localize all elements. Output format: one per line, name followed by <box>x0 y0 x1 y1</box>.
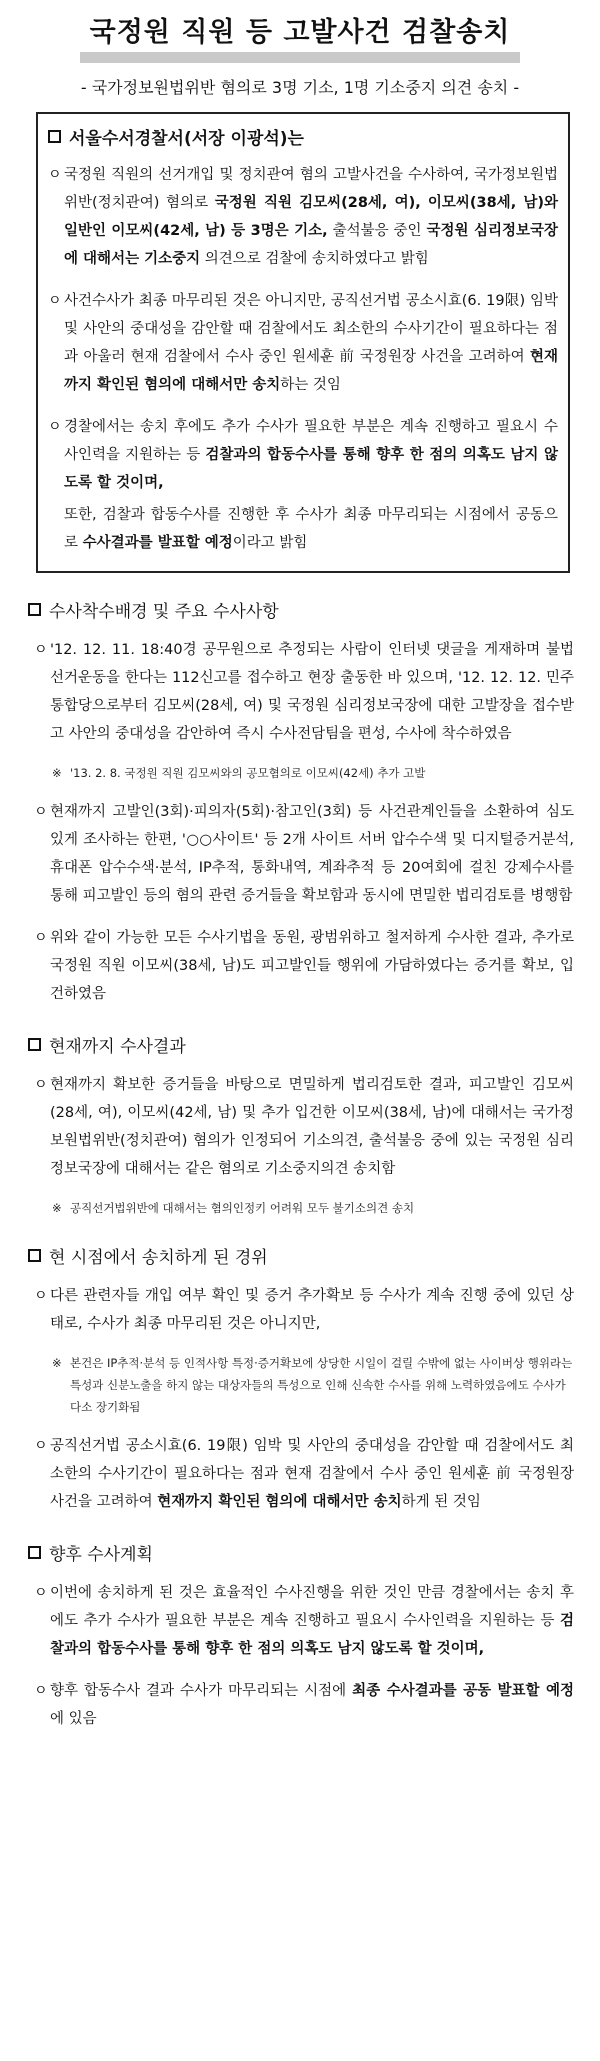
text-span: 향후 합동수사 결과 수사가 마무리되는 시점에 <box>50 1683 353 1699</box>
section-reason-body <box>22 1282 578 1516</box>
bold-span: 최종 수사결과를 공동 발표할 예정 <box>352 1683 574 1699</box>
summary-heading-text: 서울수서경찰서(서장 이광석)는 <box>69 129 304 149</box>
circle-bullet-icon: ㅇ <box>34 1438 48 1454</box>
section-heading-reason <box>28 1243 578 1268</box>
section-heading-text: 향후 수사계획 <box>49 1545 153 1565</box>
text-span: 공직선거법 공소시효(6. 19限) 임박 및 사안의 중대성을 감안할 때 검찰에서도 최소한의 수사기간이 필요하다는 점과 현재 검찰에서 수사 중인 원세훈 前 국정원장 사건을 고려하여 <box>50 1438 574 1510</box>
section-heading-background <box>28 597 578 622</box>
bold-span: 현재까지 확인된 혐의에 대해서만 송치 <box>157 1494 402 1510</box>
circle-bullet-icon: ㅇ <box>34 642 48 658</box>
note-mark-icon: ※ <box>52 1201 62 1215</box>
list-item <box>34 636 574 748</box>
square-bullet-icon <box>48 130 61 143</box>
list-item <box>34 1071 574 1183</box>
square-bullet-icon <box>28 1038 41 1051</box>
circle-bullet-icon: ㅇ <box>34 930 48 946</box>
summary-item-1 <box>48 161 558 273</box>
text-span: 사건수사가 최종 마무리된 것은 아니지만, 공직선거법 공소시효(6. 19限) 임박 및 사안의 중대성을 감안할 때 검찰에서도 최소한의 수사기간이 필요하다는 점과 아울러 현재 검찰에서 수사 중인 원세훈 前 국정원장 사건을 고려하여 <box>64 293 558 365</box>
note-text: 공직선거법위반에 대해서는 혐의인정키 어려워 모두 불기소의견 송치 <box>70 1201 415 1215</box>
circle-bullet-icon: ㅇ <box>34 1683 48 1699</box>
bold-span: 현재까지 확인된 혐의에 대해서만 송치 <box>64 349 558 393</box>
circle-bullet-icon: ㅇ <box>48 419 62 435</box>
text-span: 의견으로 검찰에 송치하였다고 밝힘 <box>200 251 429 267</box>
bold-span: 국정원 직원 김모씨(28세, 여), 이모씨(38세, 남)와 일반인 이모씨(42세, 남) 등 3명은 기소, <box>64 195 558 239</box>
summary-item-1-text <box>64 161 558 273</box>
list-item <box>34 798 574 910</box>
list-item-text: 현재까지 고발인(3회)·피의자(5회)·참고인(3회) 등 사건관계인들을 소환하여 심도 있게 조사하는 한편, '○○사이트' 등 2개 사이트 서버 압수수색 및 디지털증거분석, 휴대폰 압수수색·분석, IP추적, 통화내역, 계좌추적 등 20여회에 걸친 강제수사를 통해 피고발인 등의 혐의 관련 증거들을 확보함과 동시에 면밀한 법리검토를 병행함 <box>50 804 574 904</box>
list-item-text <box>50 1677 574 1733</box>
note <box>52 1352 574 1418</box>
list-item <box>34 1432 574 1516</box>
list-item <box>34 1282 574 1338</box>
list-item <box>34 1677 574 1733</box>
bold-span: 검찰과의 합동수사를 통해 향후 한 점의 의혹도 남지 않도록 할 것이며, <box>50 1613 574 1657</box>
note-text: '13. 2. 8. 국정원 직원 김모씨와의 공모혐의로 이모씨(42세) 추가 고발 <box>70 766 426 780</box>
note <box>52 762 574 784</box>
section-heading-results <box>28 1032 578 1057</box>
title-block <box>22 16 578 63</box>
note <box>52 1197 574 1219</box>
note-text: 본건은 IP추적·분석 등 인적사항 특정·증거확보에 상당한 시일이 걸릴 수밖에 없는 사이버상 행위라는 특성과 신분노출을 하지 않는 대상자들의 특성으로 인해 신속한 수사를 위해 노력하였음에도 수사가 다소 장기화됨 <box>70 1356 573 1414</box>
summary-item-2-text <box>64 287 558 399</box>
circle-bullet-icon: ㅇ <box>34 804 48 820</box>
square-bullet-icon <box>28 603 41 616</box>
list-item <box>34 1579 574 1663</box>
circle-bullet-icon: ㅇ <box>48 293 62 309</box>
section-results-body <box>22 1071 578 1219</box>
text-span: 또한, 검찰과 합동수사를 진행한 후 수사가 최종 마무리되는 시점에서 공동으로 <box>64 507 558 551</box>
text-span: 이번에 송치하게 된 것은 효율적인 수사진행을 위한 것인 만큼 경찰에서는 송치 후에도 추가 수사가 필요한 부분은 계속 진행하고 필요시 수사인력을 지원하는 등 <box>50 1585 574 1629</box>
bold-span: 국정원 심리정보국장에 대해서는 기소중지 <box>64 223 558 267</box>
text-span: 출석불응 중인 <box>327 223 427 239</box>
square-bullet-icon <box>28 1249 41 1262</box>
list-item-text <box>50 1579 574 1663</box>
circle-bullet-icon: ㅇ <box>34 1288 48 1304</box>
page-title: 국정원 직원 등 고발사건 검찰송치 <box>80 16 521 63</box>
bold-span: 수사결과를 발표할 예정 <box>82 535 233 551</box>
list-item-text <box>50 1432 574 1516</box>
section-heading-plan <box>28 1540 578 1565</box>
list-item-text: 위와 같이 가능한 모든 수사기법을 동원, 광범위하고 철저하게 수사한 결과, 추가로 국정원 직원 이모씨(38세, 남)도 피고발인들 행위에 가담하였다는 증거를 확보, 입건하였음 <box>50 930 574 1002</box>
text-span: 하게 된 것임 <box>401 1494 481 1510</box>
summary-item-3-text <box>64 413 558 497</box>
list-item <box>34 924 574 1008</box>
section-background-body <box>22 636 578 1008</box>
summary-item-2 <box>48 287 558 399</box>
text-span: 하는 것임 <box>280 377 341 393</box>
circle-bullet-icon: ㅇ <box>48 167 62 183</box>
bold-span: 검찰과의 합동수사를 통해 향후 한 점의 의혹도 남지 않도록 할 것이며, <box>64 447 559 491</box>
note-mark-icon: ※ <box>52 766 62 780</box>
section-plan-body <box>22 1579 578 1733</box>
list-item-text: '12. 12. 11. 18:40경 공무원으로 추정되는 사람이 인터넷 댓글을 게재하며 불법 선거운동을 한다는 112신고를 접수하고 현장 출동한 바 있으며, '12. 12. 12. 민주통합당으로부터 김모씨(28세, 여) 및 국정원 심리정보국장에 대한 고발장을 접수받고 사안의 중대성을 감안하여 즉시 수사전담팀을 편성, 수사에 착수하였음 <box>50 642 574 742</box>
note-mark-icon: ※ <box>52 1356 62 1370</box>
list-item-text: 현재까지 확보한 증거들을 바탕으로 면밀하게 법리검토한 결과, 피고발인 김모씨(28세, 여), 이모씨(42세, 남) 및 추가 입건한 이모씨(38세, 남)에 대해서는 국가정보원법위반(정치관여) 혐의가 인정되어 기소의견, 출석불응 중에 있는 국정원 심리정보국장에 대해서는 같은 혐의로 기소중지의견 송치함 <box>50 1077 574 1177</box>
text-span: 국정원 직원의 선거개입 및 정치관여 혐의 고발사건을 수사하여, 국가정보원법위반(정치관여) 혐의로 <box>64 167 558 211</box>
summary-item-3-continuation <box>64 501 558 557</box>
text-span: 경찰에서는 송치 후에도 추가 수사가 필요한 부분은 계속 진행하고 필요시 수사인력을 지원하는 등 <box>64 419 558 463</box>
summary-item-3 <box>48 413 558 497</box>
section-heading-text: 현재까지 수사결과 <box>49 1037 186 1057</box>
section-heading-text: 수사착수배경 및 주요 수사사항 <box>49 602 279 622</box>
circle-bullet-icon: ㅇ <box>34 1077 48 1093</box>
text-span: 에 있음 <box>50 1711 97 1727</box>
section-heading-text: 현 시점에서 송치하게 된 경위 <box>49 1248 268 1268</box>
list-item-text: 다른 관련자들 개입 여부 확인 및 증거 추가확보 등 수사가 계속 진행 중에 있던 상태로, 수사가 최종 마무리된 것은 아니지만, <box>50 1288 574 1332</box>
page-subtitle: - 국가정보원법위반 혐의로 3명 기소, 1명 기소중지 의견 송치 - <box>80 78 520 97</box>
summary-box <box>36 112 570 573</box>
summary-heading <box>48 124 558 149</box>
text-span: 이라고 밝힘 <box>232 535 308 551</box>
square-bullet-icon <box>28 1546 41 1559</box>
circle-bullet-icon: ㅇ <box>34 1585 48 1601</box>
